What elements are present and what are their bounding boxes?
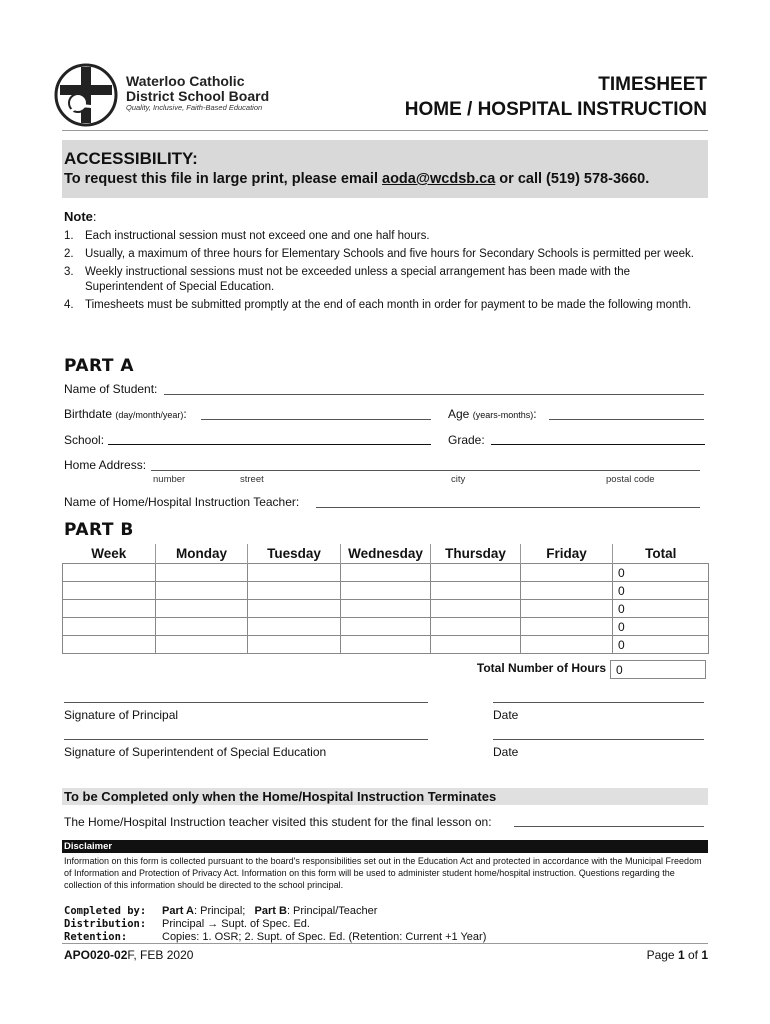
disclaimer-title: Disclaimer [64,841,113,852]
tuesday-cell[interactable] [248,582,341,600]
disclaimer-banner [62,840,708,853]
teacher-name-field[interactable] [316,507,700,508]
thursday-cell[interactable] [431,600,521,618]
tuesday-cell[interactable] [248,618,341,636]
col-week: Week [91,546,127,561]
birthdate-field[interactable] [201,419,431,420]
principal-date-field[interactable] [493,702,704,703]
student-name-label: Name of Student: [64,382,158,396]
completed-by-row: Completed by: Part A: Principal; Part B: Principal/Teacher [64,905,378,917]
col-monday: Monday [156,544,248,564]
grade-field[interactable] [491,444,705,445]
week-cell[interactable] [63,600,156,618]
note-title: Note: [64,209,97,224]
monday-cell[interactable] [156,618,248,636]
note-item: 4. Timesheets must be submitted promptly at the end of each month in order for payment to be made the following month. [64,299,692,311]
row-total-cell: 0 [613,600,709,618]
friday-cell[interactable] [521,582,613,600]
week-cell[interactable] [63,636,156,654]
accessibility-title: ACCESSIBILITY: [64,149,198,168]
school-label: School: [64,433,105,447]
wednesday-cell[interactable] [341,600,431,618]
monday-cell[interactable] [156,636,248,654]
distribution-row: Distribution: Principal → Supt. of Spec. Ed. [64,918,310,930]
header-divider [62,130,708,131]
accessibility-text: To request this file in large print, please email aoda@wcdsb.ca or call (519) 578-3660. [64,171,650,187]
page-number: Page 1 of 1 [646,948,708,962]
org-name: Waterloo Catholic District School Board [126,73,270,104]
routing-info [64,905,486,944]
note-list [64,229,704,316]
disclaimer-text: Information on this form is collected pursuant to the board's responsibilities set out in the Education Act and protected in accordance with the Municipal Freedom of Information and Protection of Privacy Act. Information on this form will be used to administer student home/hospital instruction. Questions regarding the collection of this information should be directed to the school principal. [64,856,702,890]
address-number-caption: number [153,474,186,485]
monday-cell[interactable] [156,564,248,582]
note-item: 2. Usually, a maximum of three hours for Elementary Schools and five hours for Secondary Schools is permitted per week. [64,248,694,260]
address-city-caption: city [451,474,466,485]
superintendent-date-label: Date [493,745,519,759]
week-cell[interactable] [63,582,156,600]
document-title: TIMESHEET HOME / HOSPITAL INSTRUCTION [404,74,707,120]
address-postal-caption: postal code [606,474,655,485]
thursday-cell[interactable] [431,636,521,654]
accessibility-email-link[interactable]: aoda@wcdsb.ca [382,171,496,187]
superintendent-date-field[interactable] [493,739,704,740]
friday-cell[interactable] [521,636,613,654]
part-b-title: PART B [64,520,134,540]
final-lesson-date-field[interactable] [514,826,704,827]
tuesday-cell[interactable] [248,600,341,618]
total-hours-label: Total Number of Hours [476,661,606,675]
friday-cell[interactable] [521,618,613,636]
retention-row: Retention: Copies: 1. OSR; 2. Supt. of Spec. Ed. (Retention: Current +1 Year) [64,931,487,943]
col-wednesday: Wednesday [341,544,431,564]
home-address-label: Home Address: [64,458,147,472]
thursday-cell[interactable] [431,564,521,582]
age-field[interactable] [549,419,704,420]
row-total-cell: 0 [613,618,709,636]
col-tuesday: Tuesday [248,544,341,564]
wednesday-cell[interactable] [341,636,431,654]
thursday-cell[interactable] [431,618,521,636]
week-cell[interactable] [63,618,156,636]
address-street-caption: street [240,474,264,485]
principal-signature-field[interactable] [64,702,428,703]
monday-cell[interactable] [156,582,248,600]
grade-label: Grade: [448,433,485,447]
principal-signature-label: Signature of Principal [64,708,179,722]
friday-cell[interactable] [521,600,613,618]
student-name-field[interactable] [164,394,704,395]
final-lesson-label: The Home/Hospital Instruction teacher visited this student for the final lesson on: [64,815,492,829]
footer-divider [62,943,708,944]
weekly-hours-table [62,544,709,654]
wednesday-cell[interactable] [341,618,431,636]
row-total-cell: 0 [613,636,709,654]
wednesday-cell[interactable] [341,564,431,582]
col-friday: Friday [521,544,613,564]
col-thursday: Thursday [431,544,521,564]
org-tagline: Quality, Inclusive, Faith-Based Education [126,103,263,112]
thursday-cell[interactable] [431,582,521,600]
friday-cell[interactable] [521,564,613,582]
form-id: APO020-02F, FEB 2020 [64,948,194,962]
tuesday-cell[interactable] [248,636,341,654]
table-row [63,636,709,654]
col-total: Total [613,544,709,564]
termination-title: To be Completed only when the Home/Hospital Instruction Terminates [64,789,497,804]
superintendent-signature-field[interactable] [64,739,428,740]
table-row [63,564,709,582]
school-field[interactable] [108,444,431,445]
wcdsb-logo-icon [54,63,118,127]
teacher-name-label: Name of Home/Hospital Instruction Teacher: [64,495,300,509]
principal-date-label: Date [493,708,519,722]
age-label: Age (years-months): [448,407,537,421]
part-a-title: PART A [64,356,135,376]
monday-cell[interactable] [156,600,248,618]
table-row [63,618,709,636]
table-header-row [63,544,709,564]
birthdate-label: Birthdate (day/month/year): [64,407,187,421]
row-total-cell: 0 [613,582,709,600]
tuesday-cell[interactable] [248,564,341,582]
note-item: 1. Each instructional session must not exceed one and one half hours. [64,230,430,242]
home-address-field[interactable] [151,470,700,471]
note-item: 3. Weekly instructional sessions must not be exceeded unless a special arrangement has been made with the Superintendent of Special Education. [64,266,631,293]
row-total-cell: 0 [613,564,709,582]
week-cell[interactable] [63,564,156,582]
table-row [63,600,709,618]
table-row [63,582,709,600]
superintendent-signature-label: Signature of Superintendent of Special Education [64,745,327,759]
total-hours-value: 0 [610,660,706,679]
wednesday-cell[interactable] [341,582,431,600]
